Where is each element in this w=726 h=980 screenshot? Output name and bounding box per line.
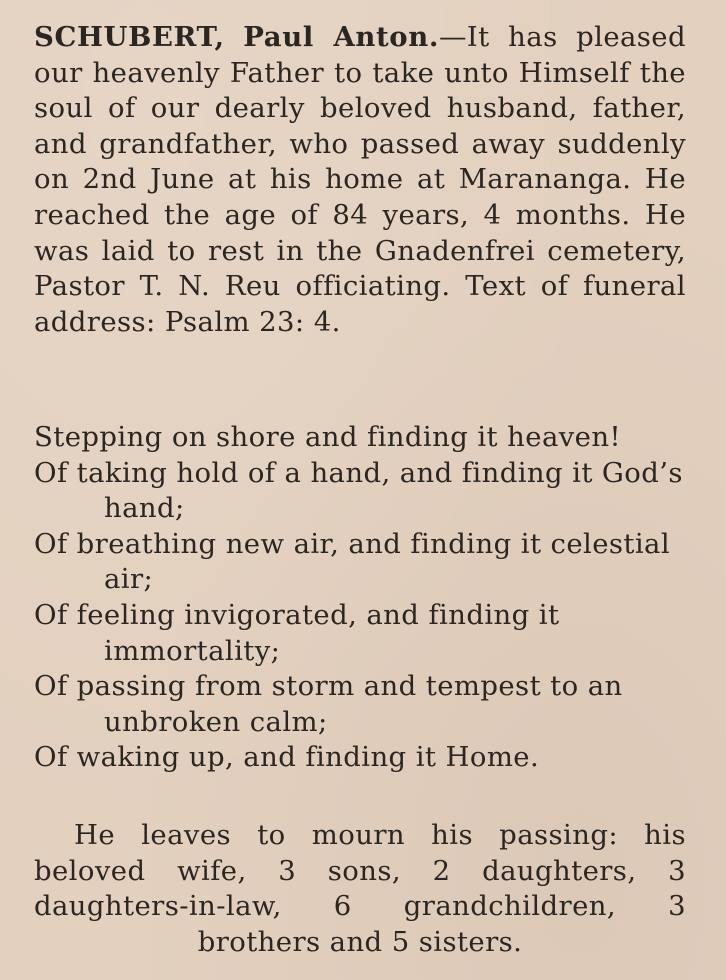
- verse-line: Of feeling invigorated, and finding it immortality;: [34, 598, 560, 667]
- intro-text: —It has pleased our heavenly Father to take unto Himself the soul of our dearly beloved husband, father, and grandfather, who passed away suddenly on 2nd June at his home at Marananga. He reached the age of 84 years, 4 months. He was laid to rest in the Gnadenfrei cemetery, Pastor T. N. Reu officiating. Text of funeral address: Psalm 23: 4.: [34, 21, 686, 338]
- intro-text-block: [34, 20, 686, 340]
- memorial-verse: [34, 420, 686, 776]
- intro-paragraph: [34, 20, 686, 340]
- verse-line: Of breathing new air, and finding it celestial air;: [34, 527, 671, 596]
- closing-paragraph: [34, 818, 686, 960]
- deceased-surname: SCHUBERT,: [34, 21, 225, 53]
- closing-text: He leaves to mourn his passing: his beloved wife, 3 sons, 2 daughters, 3 daughters-in-law, 6 grandchildren, 3 brothers and 5 sisters.: [34, 819, 686, 958]
- deceased-given-names: Paul Anton.: [243, 21, 439, 53]
- verse-line: Of waking up, and finding it Home.: [34, 741, 540, 774]
- verse-line: Of passing from storm and tempest to an unbroken calm;: [34, 670, 623, 738]
- verse-line: Stepping on shore and finding it heaven!: [34, 421, 621, 453]
- verse-line: Of taking hold of a hand, and finding it God’s hand;: [34, 456, 683, 525]
